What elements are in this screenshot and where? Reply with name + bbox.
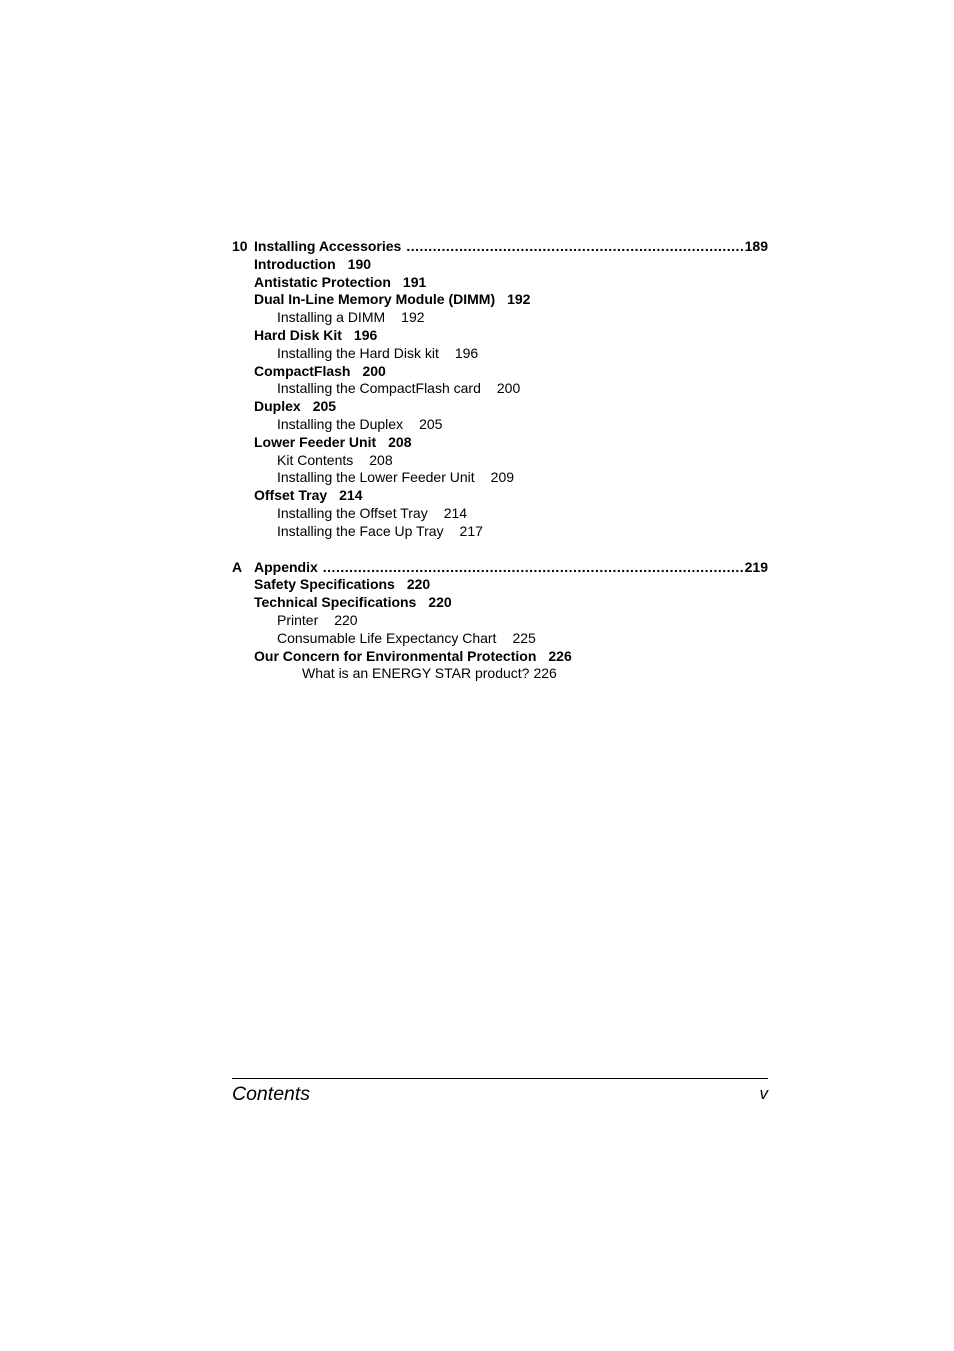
chapter-number: A <box>232 558 243 575</box>
toc-entry-antistatic-protection[interactable] <box>232 274 768 292</box>
entry-page: 196 <box>353 326 378 343</box>
entry-title: Our Concern for Environmental Protection <box>254 647 537 664</box>
entry-page: 192 <box>507 291 531 308</box>
entry-page: 208 <box>388 433 412 450</box>
entry-page: 192 <box>401 309 425 326</box>
toc-entry-environmental-protection[interactable] <box>232 648 768 666</box>
toc-entry-offset-tray[interactable] <box>232 487 768 505</box>
entry-page: 220 <box>428 594 452 611</box>
toc-entry-installing-face-up-tray[interactable] <box>232 523 768 541</box>
entry-title: Duplex <box>254 398 301 415</box>
chapter-number: 10 <box>232 238 248 254</box>
entry-title: Printer <box>277 611 319 628</box>
entry-title: CompactFlash <box>254 362 351 379</box>
entry-page: 217 <box>459 522 483 539</box>
entry-page: 200 <box>362 362 386 379</box>
toc-entry-duplex[interactable] <box>232 398 768 416</box>
footer-page-number: v <box>759 1084 768 1103</box>
toc-entry-compactflash[interactable] <box>232 363 768 381</box>
entry-title: Installing the Hard Disk kit <box>277 344 439 361</box>
entry-page: 209 <box>490 469 515 486</box>
toc-entry-dimm[interactable] <box>232 291 768 309</box>
entry-title: Antistatic Protection <box>254 273 391 290</box>
toc-entry-installing-offset-tray[interactable] <box>232 505 768 523</box>
entry-page: 226 <box>548 647 572 664</box>
entry-page: 200 <box>496 380 521 397</box>
entry-title: Installing a DIMM <box>277 309 386 326</box>
entry-title: Dual In-Line Memory Module (DIMM) <box>254 291 496 308</box>
entry-title: Introduction <box>254 255 336 272</box>
entry-page: 226 <box>533 665 557 682</box>
entry-title: Kit Contents <box>277 451 354 468</box>
toc-entry-installing-compactflash[interactable] <box>232 380 768 398</box>
entry-page: 208 <box>369 451 393 468</box>
entry-title: Installing the Offset Tray <box>277 504 428 521</box>
toc-entry-printer[interactable] <box>232 612 768 630</box>
toc-entry-introduction[interactable] <box>232 256 768 274</box>
entry-title: Installing the Duplex <box>277 415 404 432</box>
entry-title: What is an ENERGY STAR product? <box>302 665 530 682</box>
entry-page: 196 <box>454 344 479 361</box>
entry-page: 214 <box>339 487 363 504</box>
entry-page: 190 <box>347 255 372 272</box>
chapter-10 <box>232 238 768 541</box>
entry-page: 214 <box>443 504 468 521</box>
entry-title: Consumable Life Expectancy Chart <box>277 629 497 646</box>
appendix-heading[interactable] <box>232 559 768 577</box>
chapter-page: 189 <box>744 238 768 254</box>
entry-title: Technical Specifications <box>254 594 417 611</box>
entry-title: Lower Feeder Unit <box>254 433 377 450</box>
entry-page: 205 <box>419 415 443 432</box>
entry-title: Installing the Face Up Tray <box>277 522 444 539</box>
footer-title: Contents <box>232 1083 311 1105</box>
entry-title: Safety Specifications <box>254 576 395 593</box>
table-of-contents <box>232 238 768 683</box>
entry-title: Installing the CompactFlash card <box>277 380 481 397</box>
entry-title: Hard Disk Kit <box>254 326 342 343</box>
chapter-appendix <box>232 559 768 684</box>
toc-entry-safety-specifications[interactable] <box>232 576 768 594</box>
chapter-title: Appendix <box>254 558 318 575</box>
toc-entry-lower-feeder-unit[interactable] <box>232 434 768 452</box>
toc-entry-installing-lower-feeder[interactable] <box>232 469 768 487</box>
entry-page: 205 <box>312 398 337 415</box>
entry-page: 220 <box>334 611 358 628</box>
toc-entry-hard-disk-kit[interactable] <box>232 327 768 345</box>
entry-page: 220 <box>406 576 431 593</box>
chapter-10-heading[interactable] <box>232 238 768 256</box>
entry-title: Offset Tray <box>254 487 328 504</box>
toc-entry-installing-dimm[interactable] <box>232 309 768 327</box>
chapter-page: 219 <box>744 558 768 575</box>
entry-page: 191 <box>402 273 427 290</box>
toc-entry-installing-hard-disk[interactable] <box>232 345 768 363</box>
toc-entry-technical-specifications[interactable] <box>232 594 768 612</box>
dot-leader <box>323 559 743 577</box>
toc-entry-kit-contents[interactable] <box>232 452 768 470</box>
chapter-title: Installing Accessories <box>254 238 402 254</box>
toc-entry-installing-duplex[interactable] <box>232 416 768 434</box>
dot-leader <box>406 238 742 256</box>
toc-entry-energy-star[interactable] <box>232 665 768 683</box>
entry-title: Installing the Lower Feeder Unit <box>277 469 475 486</box>
entry-page: 225 <box>512 629 536 646</box>
footer-divider <box>232 1078 768 1079</box>
toc-entry-consumable-life-chart[interactable] <box>232 630 768 648</box>
